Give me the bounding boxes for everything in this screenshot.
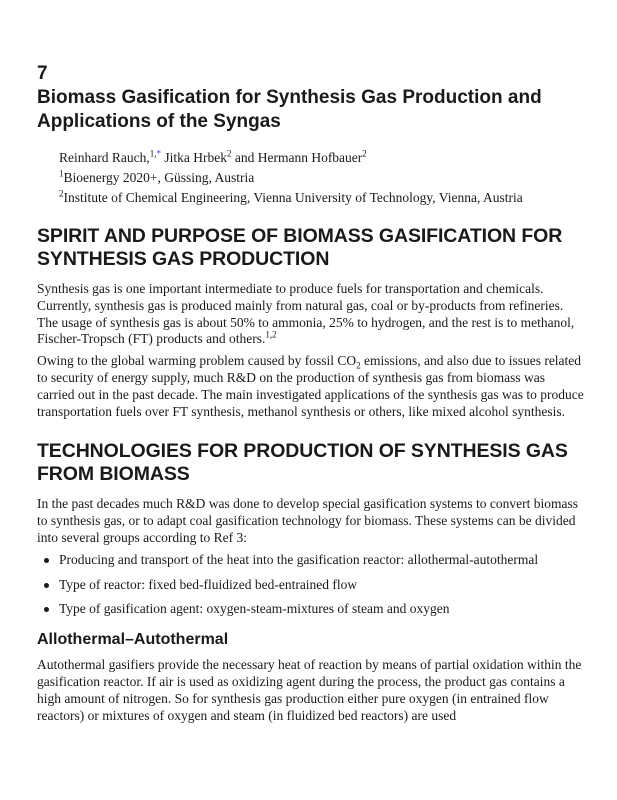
section-heading-spirit: SPIRIT AND PURPOSE OF BIOMASS GASIFICATION FOR SYNTHESIS GAS PRODUCTION [37,225,563,270]
bullet-icon [44,558,49,563]
affiliation-1-text: Bioenergy 2020+, Güssing, Austria [63,170,255,185]
author-hrbek: Jitka Hrbek [164,150,227,165]
paragraph-spirit-1 [37,281,585,348]
paragraph-technologies-1: In the past decades much R&D was done to develop special gasification systems to convert biomass to synthesis gas, or to adapt coal gasification technology for biomass. These systems can be divided into several groups according to Ref 3: [37,496,578,545]
affiliation-2-sup: 2 [59,188,64,199]
bullet-icon [44,583,49,588]
list-item [37,577,585,594]
author-hofbauer-affil: 2 [362,148,367,159]
list-item-text: Type of reactor: fixed bed-fluidized bed-entrained flow [59,576,358,592]
author-rauch-affil: 1, [149,148,157,159]
paragraph-allothermal-1: Autothermal gasifiers provide the necessary heat of reaction by means of partial oxidation within the gasification reactor. If air is used as oxidizing agent during the process, the product gas contains a high amount of nitrogen. So for synthesis gas production either pure oxygen (in entrained flow reactors) or mixtures of oxygen and steam (in fluidized bed reactors) are used [37,657,582,723]
co2-subscript: 2 [356,360,361,371]
paragraph-spirit-2-text-a: Owing to the global warming problem caused by fossil CO [37,353,357,369]
chapter-title: Biomass Gasification for Synthesis Gas Production and Applications of the Syngas [37,87,542,132]
author-block [59,148,585,208]
affiliation-1-sup: 1 [59,168,64,179]
author-rauch: Reinhard Rauch, [59,150,150,165]
paragraph-spirit-1-text: Synthesis gas is one important intermediate to produce fuels for transportation and chemicals. Currently, synthesis gas is produced mainly from natural gas, coal or by-products from refineries. The usage of synthesis gas is about 50% to ammonia, 25% to hydrogen, and the rest is to methanol, Fischer-Tropsch (FT) products and others. [37,281,575,347]
document-page [37,62,585,729]
affiliation-2 [59,188,585,208]
list-item [37,552,585,569]
list-item-text: Type of gasification agent: oxygen-steam-mixtures of steam and oxygen [59,601,450,617]
chapter-number: 7 [37,63,48,84]
paragraph-spirit-2 [37,353,585,420]
subsection-heading-allothermal: Allothermal–Autothermal [37,631,229,649]
section-heading-technologies: TECHNOLOGIES FOR PRODUCTION OF SYNTHESIS GAS FROM BIOMASS [37,440,568,486]
citation-ref[interactable]: 1,2 [265,329,277,340]
list-item-text: Producing and transport of the heat into the gasification reactor: allothermal-autothermal [59,551,539,567]
list-item [37,601,585,618]
author-hofbauer: and Hermann Hofbauer [234,150,363,165]
author-line [59,148,585,168]
paragraph-spirit-2-text-b: emissions, and also due to issues related to security of energy supply, much R&D on the production of synthesis gas from biomass was carried out in the past decade. The main investigated applications of the synthesis gas was to produce transportation fuels over FT synthesis, methanol synthesis or others, like mixed alcohol synthesis. [37,353,584,419]
bullet-icon [44,607,49,612]
author-hrbek-affil: 2 [226,148,232,159]
corresponding-author-link[interactable]: * [156,148,161,159]
affiliation-2-text: Institute of Chemical Engineering, Vienna University of Technology, Vienna, Austria [63,190,523,205]
affiliation-1 [59,168,585,188]
gasifier-classification-list [37,552,585,618]
